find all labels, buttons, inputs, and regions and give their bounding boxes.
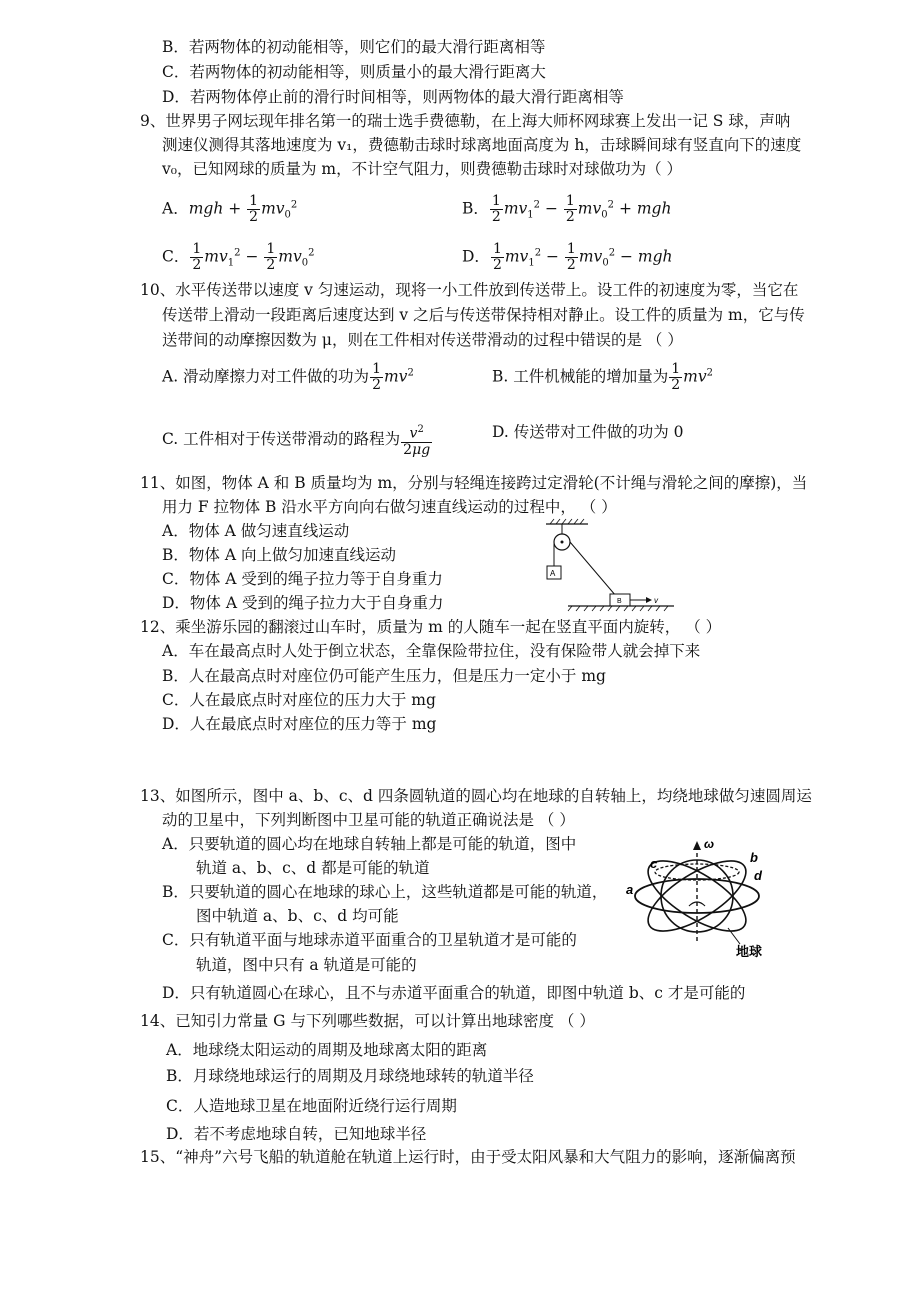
q13-line-2: 动的卫星中，下列判断图中卫星可能的轨道正确说法是 （ ） <box>162 811 575 829</box>
q12-option-b: B．人在最高点时对座位仍可能产生压力，但是压力一定小于 mg <box>162 667 606 685</box>
q13-option-d: D．只有轨道圆心在球心，且不与赤道平面重合的轨道，即图中轨道 b、c 才是可能的 <box>162 984 746 1002</box>
q13-option-b-2: 图中轨道 a、b、c、d 均可能 <box>196 907 399 925</box>
q13-option-c-2: 轨道，图中只有 a 轨道是可能的 <box>196 956 417 974</box>
label-block-a: A <box>550 569 556 578</box>
q9-option-d: D． $\frac{1}{2}$ $mv_1^2$ − $\frac{1}{2}$ $mv_0^2$ − mgh <box>462 241 673 273</box>
q12-line-1: 12、乘坐游乐园的翻滚过山车时，质量为 m 的人随车一起在竖直平面内旋转， （ ） <box>140 618 722 636</box>
q12-option-d: D．人在最底点时对座位的压力等于 mg <box>162 715 437 733</box>
q10-option-a: A. 滑动摩擦力对工件做的功为 $\frac{1}{2}$ $mv^2$ <box>162 361 414 393</box>
q14-option-b: B．月球绕地球运行的周期及月球绕地球转的轨道半径 <box>166 1067 534 1085</box>
q9-line-3: v₀，已知网球的质量为 m，不计空气阻力，则费德勒击球时对球做功为（ ） <box>162 160 683 178</box>
q13-option-b-1: B．只要轨道的圆心在地球的球心上，这些轨道都是可能的轨道， <box>162 883 608 901</box>
q14-option-d: D．若不考虑地球自转，已知地球半径 <box>166 1125 427 1143</box>
q11-option-a: A．物体 A 做匀速直线运动 <box>162 522 350 540</box>
q15-line-1: 15、“神舟”六号飞船的轨道舱在轨道上运行时，由于受太阳风暴和大气阻力的影响，逐渐偏离预 <box>140 1148 796 1166</box>
q10-line-2: 传送带上滑动一段距离后速度达到 v 之后与传送带保持相对静止。设工件的质量为 m，它与传 <box>162 306 805 324</box>
q13-option-a-1: A．只要轨道的圆心均在地球自转轴上都是可能的轨道，图中 <box>162 835 577 853</box>
q9-option-c: C． $\frac{1}{2}$ $mv_1^2$ − $\frac{1}{2}$ $mv_0^2$ <box>162 241 315 273</box>
q12-option-a: A．车在最高点时人处于倒立状态，全靠保险带拉住，没有保险带人就会掉下来 <box>162 642 701 660</box>
q13-option-c-1: C．只有轨道平面与地球赤道平面重合的卫星轨道才是可能的 <box>162 931 577 949</box>
label-earth: 地球 <box>736 944 763 959</box>
q10-option-b: B. 工件机械能的增加量为 $\frac{1}{2}$ $mv^2$ <box>492 361 714 393</box>
q11-option-c: C．物体 A 受到的绳子拉力等于自身重力 <box>162 570 443 588</box>
q9-option-a: A．mgh + $\frac{1}{2}$ $mv_0^2$ <box>162 193 298 225</box>
q11-option-d: D．物体 A 受到的绳子拉力大于自身重力 <box>162 594 444 612</box>
label-velocity: v <box>654 596 658 605</box>
label-orbit-b: b <box>750 850 758 865</box>
q14-option-c: C．人造地球卫星在地面附近绕行运行周期 <box>166 1097 457 1115</box>
q8-option-b: B．若两物体的初动能相等，则它们的最大滑行距离相等 <box>162 38 546 56</box>
q14-option-a: A．地球绕太阳运动的周期及地球离太阳的距离 <box>166 1041 488 1059</box>
q8-option-c: C．若两物体的初动能相等，则质量小的最大滑行距离大 <box>162 63 546 81</box>
q10-option-d: D. 传送带对工件做的功为 0 <box>492 423 684 441</box>
label-block-b: B <box>617 598 622 605</box>
label-omega: ω <box>704 837 715 851</box>
q10-line-3: 送带间的动摩擦因数为 μ，则在工件相对传送带滑动的过程中错误的是 （ ） <box>162 331 683 349</box>
label-orbit-c: c <box>650 856 658 871</box>
q13-option-a-2: 轨道 a、b、c、d 都是可能的轨道 <box>196 859 430 877</box>
q10-option-c: C. 工件相对于传送带滑动的路程为 $\frac{v^2}{2\mu g}$ <box>162 424 431 458</box>
pulley-diagram <box>540 518 680 614</box>
q8-option-d: D．若两物体停止前的滑行时间相等，则两物体的最大滑行距离相等 <box>162 88 624 106</box>
q9-line-1: 9、世界男子网坛现年排名第一的瑞士选手费德勒，在上海大师杯网球赛上发出一记 S 球，声呐 <box>140 112 791 130</box>
q10-line-1: 10、水平传送带以速度 v 匀速运动，现将一小工件放到传送带上。设工件的初速度为零，当它在 <box>140 281 799 299</box>
q11-line-1: 11、如图，物体 A 和 B 质量均为 m，分别与轻绳连接跨过定滑轮(不计绳与滑轮之间的摩擦)，当 <box>140 474 808 492</box>
label-orbit-a: a <box>626 882 634 897</box>
q14-line-1: 14、已知引力常量 G 与下列哪些数据，可以计算出地球密度 （ ） <box>140 1012 595 1030</box>
label-orbit-d: d <box>754 868 762 883</box>
q11-line-2: 用力 F 拉物体 B 沿水平方向向右做匀速直线运动的过程中， （ ） <box>162 498 617 516</box>
q9-line-2: 测速仪测得其落地速度为 v₁，费德勒击球时球离地面高度为 h，击球瞬间球有竖直向下的速度 <box>162 136 802 154</box>
q11-option-b: B．物体 A 向上做匀加速直线运动 <box>162 546 396 564</box>
q12-option-c: C．人在最底点时对座位的压力大于 mg <box>162 691 436 709</box>
q9-option-b: B． $\frac{1}{2}$ $mv_1^2$ − $\frac{1}{2}$ $mv_0^2$ + mgh <box>462 193 672 225</box>
q13-line-1: 13、如图所示，图中 a、b、c、d 四条圆轨道的圆心均在地球的自转轴上，均绕地球做匀速圆周运 <box>140 787 812 805</box>
orbit-diagram <box>622 836 782 960</box>
